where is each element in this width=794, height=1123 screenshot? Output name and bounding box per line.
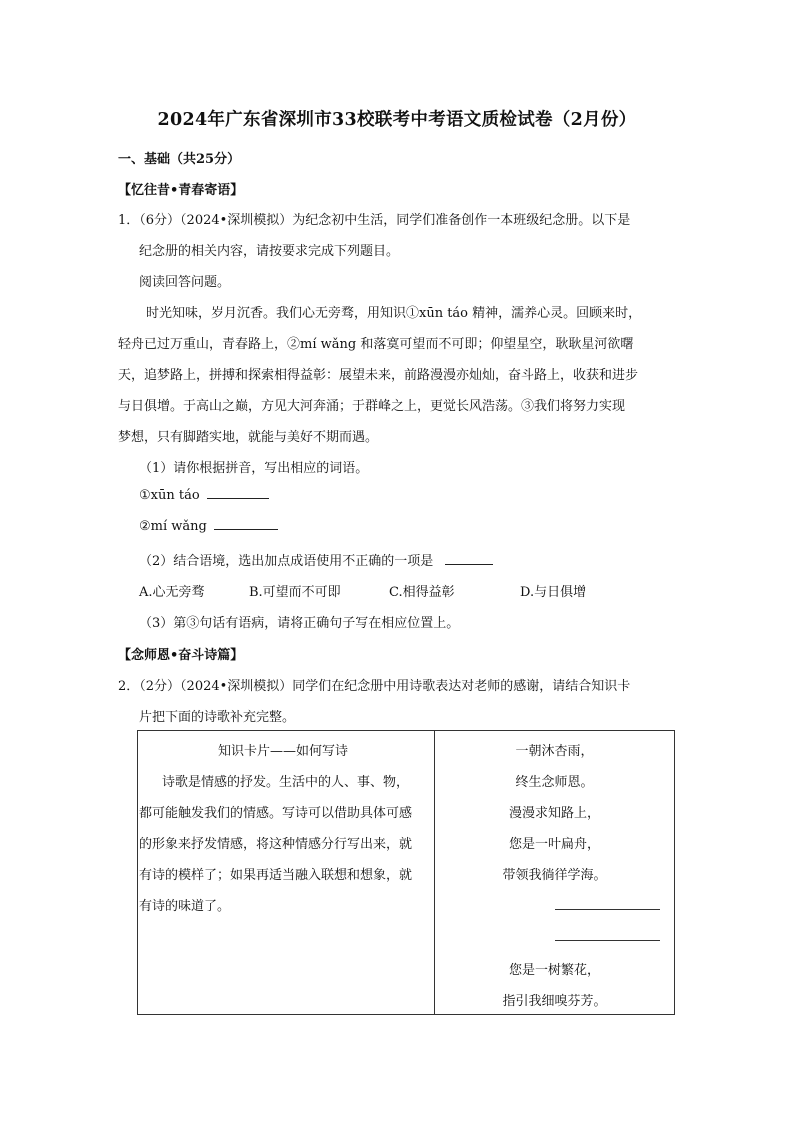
subsection-heading-teacher: 【念师恩•奋斗诗篇】 bbox=[118, 648, 244, 663]
subquestion-2-row bbox=[139, 550, 493, 569]
subsection-heading-youth: 【忆往昔•青春寄语】 bbox=[118, 183, 244, 198]
pinyin-label-2: ②mí wǎng bbox=[139, 519, 207, 534]
poem-answer-blank-2[interactable] bbox=[555, 940, 660, 941]
knowledge-card-line-2: 都可能触发我们的情感。写诗可以借助具体可感 bbox=[139, 806, 413, 821]
poem-line-5: 带领我徜徉学海。 bbox=[502, 868, 607, 883]
knowledge-card-line-4: 有诗的模样了；如果再适当融入联想和想象，就 bbox=[139, 868, 413, 883]
option-d: D.与日俱增 bbox=[520, 585, 587, 600]
question-1-instruction: 阅读回答问题。 bbox=[139, 275, 231, 290]
option-a: A.心无旁骛 bbox=[139, 585, 205, 600]
pinyin-label-1: ①xūn táo bbox=[139, 488, 200, 503]
knowledge-card-heading: 知识卡片——如何写诗 bbox=[218, 744, 349, 759]
poem-line-6: 您是一树繁花， bbox=[508, 963, 600, 978]
passage-line-2: 轻舟已过万重山，青春路上，②mí wǎng 和落寞可望而不可即；仰望星空，耿耿星河欲曙 bbox=[118, 337, 634, 352]
question-1-line-1: 1．（6分）（2024•深圳模拟）为纪念初中生活，同学们准备创作一本班级纪念册。以下是 bbox=[118, 213, 631, 228]
knowledge-card-table bbox=[137, 730, 675, 1015]
answer-blank-1[interactable] bbox=[207, 497, 269, 499]
knowledge-card-line-3: 的形象来抒发情感，将这种情感分行写出来，就 bbox=[139, 837, 413, 852]
answer-blank-choice[interactable] bbox=[445, 563, 493, 565]
poem-answer-blank-1[interactable] bbox=[555, 909, 660, 910]
knowledge-card-line-1: 诗歌是情感的抒发。生活中的人、事、物， bbox=[162, 775, 410, 790]
knowledge-card-cell bbox=[138, 731, 435, 1015]
poem-line-2: 终生念师恩。 bbox=[515, 775, 594, 790]
poem-line-1: 一朝沐杏雨， bbox=[515, 744, 594, 759]
poem-cell bbox=[435, 731, 675, 1015]
passage-line-5: 梦想，只有脚踏实地，就能与美好不期而遇。 bbox=[118, 430, 379, 445]
question-2-line-1: 2．（2分）（2024•深圳模拟）同学们在纪念册中用诗歌表达对老师的感谢，请结合知识卡 bbox=[118, 679, 631, 694]
knowledge-card-line-5: 有诗的味道了。 bbox=[139, 899, 231, 914]
subquestion-3: （3）第③句话有语病，请将正确句子写在相应位置上。 bbox=[139, 616, 460, 631]
answer-row-2 bbox=[139, 519, 278, 534]
section-heading-basics: 一、基础（共25分） bbox=[118, 152, 241, 167]
question-2-line-2: 片把下面的诗歌补充完整。 bbox=[139, 710, 296, 725]
poem-line-4: 您是一叶扁舟， bbox=[508, 837, 600, 852]
question-1-line-2: 纪念册的相关内容，请按要求完成下列题目。 bbox=[139, 244, 400, 259]
subquestion-2: （2）结合语境，选出加点成语使用不正确的一项是 bbox=[139, 554, 434, 569]
subquestion-1: （1）请你根据拼音，写出相应的词语。 bbox=[139, 461, 369, 476]
poem-line-7: 指引我细嗅芬芳。 bbox=[502, 994, 607, 1009]
page-title: 2024年广东省深圳市33校联考中考语文质检试卷（2月份） bbox=[157, 110, 637, 130]
option-b: B.可望而不可即 bbox=[249, 585, 341, 600]
poem-line-3: 漫漫求知路上， bbox=[508, 806, 600, 821]
option-c: C.相得益彰 bbox=[389, 585, 455, 600]
passage-line-4: 与日俱增。于高山之巅，方见大河奔涌；于群峰之上，更觉长风浩荡。③我们将努力实现 bbox=[118, 399, 626, 414]
answer-row-1 bbox=[139, 488, 269, 503]
answer-blank-2[interactable] bbox=[214, 528, 278, 530]
passage-line-1: 时光知味，岁月沉香。我们心无旁骛，用知识①xūn táo 精神，濡养心灵。回顾来时， bbox=[146, 306, 642, 321]
passage-line-3: 天，追梦路上，拼搏和探索相得益彰：展望未来，前路漫漫亦灿灿，奋斗路上，收获和进步 bbox=[118, 368, 639, 383]
